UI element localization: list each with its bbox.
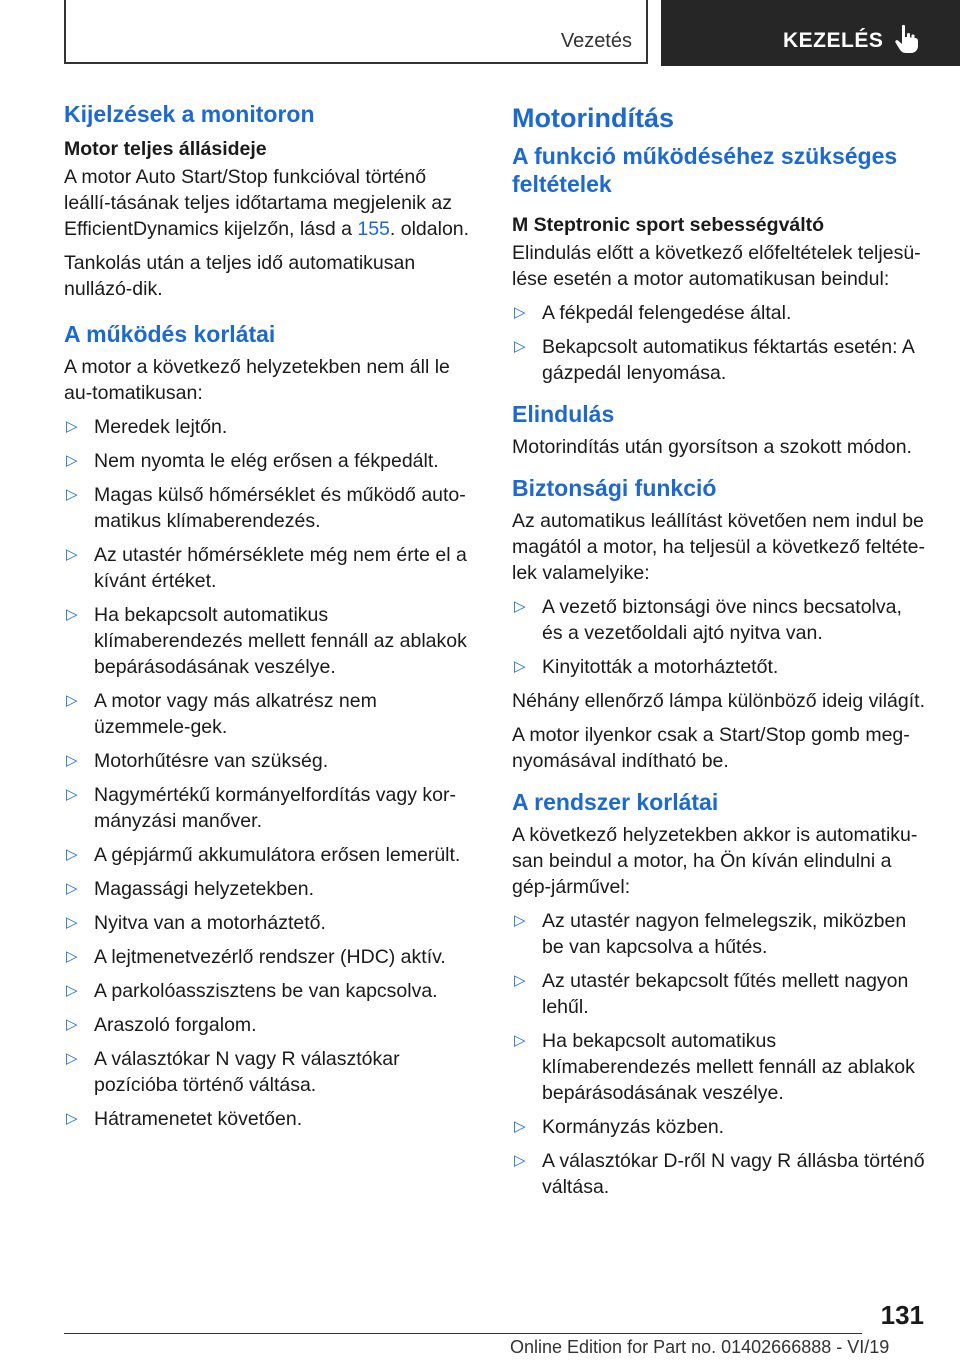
- list-item-text: A választókar D-ről N vagy R állásba történő váltása.: [542, 1150, 925, 1198]
- list-item-text: Ha bekapcsolt automatikus klímaberendezés mellett fennáll az ablakok bepárásodásának veszélye.: [94, 604, 467, 678]
- left-column: [64, 100, 478, 1140]
- paragraph-system-limits: A következő helyzetekben akkor is automatiku-san beindul a motor, ha Ön kíván elindulni a gép-járművel:: [512, 824, 918, 898]
- triangle-bullet-icon: ▷: [514, 338, 526, 355]
- paragraph-limits-intro: A motor a következő helyzetekben nem áll le au-tomatikusan:: [64, 356, 450, 404]
- triangle-bullet-icon: ▷: [66, 914, 78, 931]
- list-item: [512, 1028, 926, 1106]
- list-item-text: A motor vagy más alkatrész nem üzemmele-gek.: [94, 690, 377, 738]
- start-conditions-list: [512, 300, 926, 386]
- paragraph-warning-lamps: Néhány ellenőrző lámpa különböző ideig világít.: [512, 690, 926, 712]
- list-item-text: Az utastér hőmérséklete még nem érte el a kívánt értéket.: [94, 544, 467, 592]
- list-item-text: A lejtmenetvezérlő rendszer (HDC) aktív.: [94, 946, 446, 968]
- triangle-bullet-icon: ▷: [514, 972, 526, 989]
- list-item-text: Hátramenetet követően.: [94, 1108, 303, 1130]
- page-number: 131: [880, 1300, 924, 1330]
- list-item-text: Kinyitották a motorháztetőt.: [542, 656, 779, 678]
- triangle-bullet-icon: ▷: [66, 452, 78, 469]
- list-item: [64, 876, 478, 902]
- section-heading-system-limits: A rendszer korlátai: [512, 789, 719, 815]
- list-item-text: Az utastér nagyon felmelegszik, miközben be van kapcsolva a hűtés.: [542, 910, 907, 958]
- paragraph-start-conditions: Elindulás előtt a következő előfeltételek teljesü-lése esetén a motor automatikusan beindul:: [512, 242, 921, 290]
- list-item: [512, 654, 926, 680]
- list-item: [64, 448, 478, 474]
- paragraph-text: A motor Auto Start/Stop funkcióval történő leállí-tásának teljes időtartama megjelenik az EfficientDynamics kijelzőn, lásd a: [64, 166, 453, 240]
- list-item: [64, 1106, 478, 1132]
- triangle-bullet-icon: ▷: [66, 692, 78, 709]
- triangle-bullet-icon: ▷: [66, 486, 78, 503]
- paragraph-driving-off: Motorindítás után gyorsítson a szokott módon.: [512, 436, 912, 458]
- list-item: [512, 1148, 926, 1200]
- list-item: [64, 414, 478, 440]
- section-heading-conditions: A funkció működéséhez szükséges feltételek: [512, 143, 898, 197]
- paragraph-refuel: Tankolás után a teljes idő automatikusan nullázó-dik.: [64, 252, 416, 300]
- section-tab: [64, 0, 648, 64]
- footer-edition: Online Edition for Part no. 01402666888 - VI/19: [510, 1337, 890, 1357]
- list-item: [512, 594, 926, 646]
- list-item: [64, 944, 478, 970]
- paragraph-display-info: [64, 164, 478, 242]
- list-item: [64, 602, 478, 680]
- list-item: [512, 300, 926, 326]
- triangle-bullet-icon: ▷: [66, 786, 78, 803]
- list-item: [512, 968, 926, 1020]
- list-item: [64, 748, 478, 774]
- triangle-bullet-icon: ▷: [66, 948, 78, 965]
- triangle-bullet-icon: ▷: [514, 912, 526, 929]
- list-item-text: Nem nyomta le elég erősen a fékpedált.: [94, 450, 439, 472]
- triangle-bullet-icon: ▷: [66, 982, 78, 999]
- page-link-155[interactable]: 155: [357, 218, 390, 240]
- list-item-text: Magassági helyzetekben.: [94, 878, 315, 900]
- list-item-text: Motorhűtésre van szükség.: [94, 750, 329, 772]
- paragraph-safety: Az automatikus leállítást követően nem indul be magától a motor, ha teljesül a következő feltéte-lek valamelyike:: [512, 510, 925, 584]
- triangle-bullet-icon: ▷: [66, 418, 78, 435]
- triangle-bullet-icon: ▷: [514, 1118, 526, 1135]
- list-item: [512, 908, 926, 960]
- chapter-title: KEZELÉS: [783, 29, 884, 52]
- list-item: [64, 842, 478, 868]
- list-item-text: A választókar N vagy R választókar pozícióba történő váltása.: [94, 1048, 400, 1096]
- list-item: [64, 978, 478, 1004]
- triangle-bullet-icon: ▷: [66, 1016, 78, 1033]
- list-item: [64, 910, 478, 936]
- triangle-bullet-icon: ▷: [66, 1050, 78, 1067]
- triangle-bullet-icon: ▷: [514, 1152, 526, 1169]
- paragraph-text-end: . oldalon.: [389, 218, 470, 240]
- subheading-steptronic: M Steptronic sport sebességváltó: [512, 214, 825, 236]
- page-header: [0, 0, 960, 66]
- right-column: [512, 100, 926, 1208]
- section-heading-driving-off: Elindulás: [512, 401, 615, 427]
- limits-list: [64, 414, 478, 1132]
- system-limits-list: [512, 908, 926, 1200]
- section-heading-safety: Biztonsági funkció: [512, 475, 717, 501]
- chapter-tab: [661, 0, 960, 66]
- section-heading-limits: A működés korlátai: [64, 321, 276, 347]
- list-item-text: Araszoló forgalom.: [94, 1014, 257, 1036]
- triangle-bullet-icon: ▷: [514, 658, 526, 675]
- list-item-text: Kormányzás közben.: [542, 1116, 725, 1138]
- list-item: [64, 1012, 478, 1038]
- footer-divider: [64, 1333, 862, 1334]
- triangle-bullet-icon: ▷: [514, 1032, 526, 1049]
- list-item: [512, 1114, 926, 1140]
- list-item: [64, 782, 478, 834]
- chapter-heading-engine-start: Motorindítás: [512, 103, 674, 133]
- list-item: [64, 482, 478, 534]
- triangle-bullet-icon: ▷: [66, 606, 78, 623]
- section-heading-display: Kijelzések a monitoron: [64, 101, 315, 127]
- triangle-bullet-icon: ▷: [514, 304, 526, 321]
- list-item-text: Ha bekapcsolt automatikus klímaberendezés mellett fennáll az ablakok bepárásodásának veszélye.: [542, 1030, 915, 1104]
- hand-pointer-icon: [894, 24, 920, 54]
- triangle-bullet-icon: ▷: [66, 1110, 78, 1127]
- list-item-text: Nagymértékű kormányelfordítás vagy kor-mányzási manőver.: [94, 784, 456, 832]
- list-item-text: A fékpedál felengedése által.: [542, 302, 792, 324]
- list-item-text: Az utastér bekapcsolt fűtés mellett nagyon lehűl.: [542, 970, 909, 1018]
- triangle-bullet-icon: ▷: [66, 752, 78, 769]
- triangle-bullet-icon: ▷: [514, 598, 526, 615]
- list-item: [64, 1046, 478, 1098]
- list-item: [64, 688, 478, 740]
- triangle-bullet-icon: ▷: [66, 880, 78, 897]
- list-item-text: Nyitva van a motorháztető.: [94, 912, 326, 934]
- list-item-text: Meredek lejtőn.: [94, 416, 228, 438]
- list-item-text: A vezető biztonsági öve nincs becsatolva, és a vezetőoldali ajtó nyitva van.: [542, 596, 902, 644]
- list-item-text: A parkolóasszisztens be van kapcsolva.: [94, 980, 438, 1002]
- triangle-bullet-icon: ▷: [66, 846, 78, 863]
- section-title: Vezetés: [560, 30, 632, 52]
- subheading-engine-off-time: Motor teljes állásideje: [64, 138, 267, 160]
- list-item-text: Bekapcsolt automatikus féktartás esetén: A gázpedál lenyomása.: [542, 336, 914, 384]
- list-item-text: A gépjármű akkumulátora erősen lemerült.: [94, 844, 461, 866]
- safety-list: [512, 594, 926, 680]
- triangle-bullet-icon: ▷: [66, 546, 78, 563]
- paragraph-start-button: A motor ilyenkor csak a Start/Stop gomb meg-nyomásával indítható be.: [512, 724, 910, 772]
- list-item: [512, 334, 926, 386]
- list-item-text: Magas külső hőmérséklet és működő auto-matikus klímaberendezés.: [94, 484, 466, 532]
- list-item: [64, 542, 478, 594]
